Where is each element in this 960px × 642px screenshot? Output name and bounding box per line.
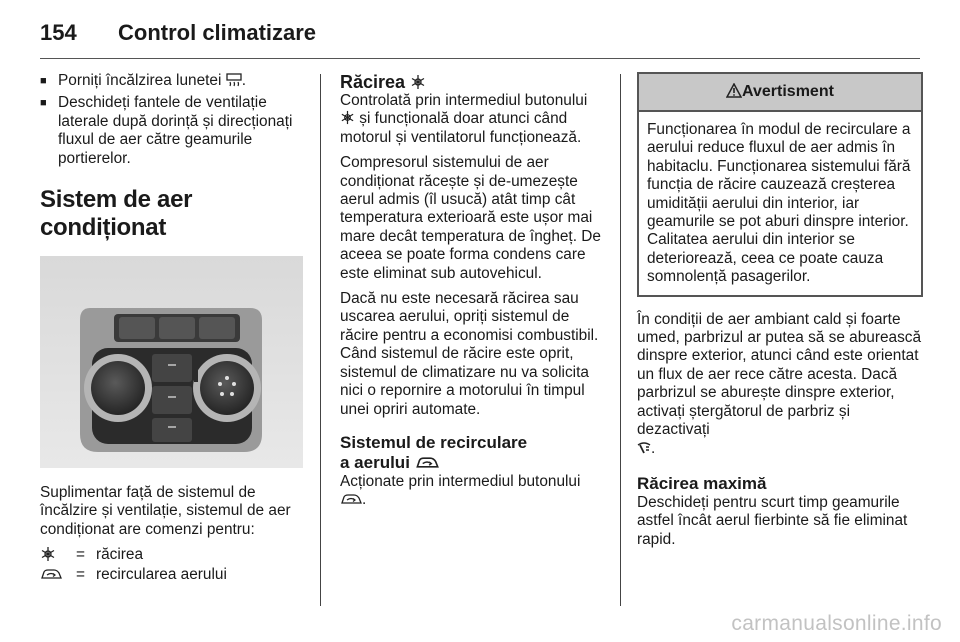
watermark: carmanualsonline.info [731,612,942,635]
warning-triangle-icon [726,83,742,98]
column-left [40,72,305,586]
header-rule [40,58,920,59]
air-recirculation-icon [415,455,439,470]
cooling-paragraph-1: Controlată prin intermediul butonului și funcțională doar atunci când motorul și ventilatorul funcționează. [340,92,588,146]
legend-row: = recircularea aerului [40,566,305,586]
column-divider [620,74,621,606]
air-recirculation-icon [40,566,62,584]
symbol-legend [40,546,305,586]
column-divider [320,74,321,606]
warning-title: Avertisment [742,83,834,100]
recirculation-paragraph: Acționate prin intermediul butonului . [340,472,581,509]
intro-paragraph: Suplimentar față de sistemul de încălzire și ventilație, sistemul de aer condiționat are comenzi pentru: [40,484,291,538]
page-number: 154 [40,20,77,45]
column-right [637,72,923,556]
cooling-paragraph-2: Compresorul sistemului de aer condiționat răcește și de-umezește aerul admis (îl usucă) atât timp cât temperatura exterioară este ușor mai mare decât temperatura de îngheț. De aceea se poate forma condens care este eliminat sub autovehicul. [340,154,601,282]
cooling-heading: Răcirea [340,72,605,92]
instruction-list [40,72,305,168]
cooling-paragraph-3: Dacă nu este necesară răcirea sau uscarea aerului, opriți sistemul de răcire pentru a economisi combustibil. Când sistemul de răcire este oprit, sistemul de climatizare nu va solicita nici o repornire a motorului în timpul unei opriri automate. [340,290,599,418]
max-cooling-paragraph: Deschideți pentru scurt timp geamurile astfel încât aerul fierbinte să fie eliminat rapid. [637,493,908,548]
section-title: Sistem de aer condiționat [40,186,193,242]
snowflake-icon [410,74,426,90]
warning-box [637,72,923,297]
air-recirculation-icon [340,492,362,506]
list-item: ■ Porniți încălzirea lunetei . [40,72,305,90]
max-cooling-heading: Răcirea maximă [637,473,767,493]
snowflake-icon [340,110,355,125]
column-middle [340,72,605,517]
chapter-title: Control climatizare [118,20,317,45]
list-item: ■ Deschideți fantele de ventilație laterale după dorință și direcționați fluxul de aer către geamurile portierelor. [40,94,305,168]
warning-header [639,74,921,112]
snowflake-icon [40,546,56,565]
humidity-paragraph: În condiții de aer ambiant cald și foarte umed, parbrizul ar putea să se aburească dinspre exterior, atunci când este orientat un flux de aer rece către acesta. Dacă parbrizul se aburește dinspre exterior, activați ștergătorul de parbriz și dezactivați . [637,310,922,457]
climate-control-panel-photo [40,256,303,468]
legend-row: = răcirea [40,546,305,566]
rear-window-heater-icon [226,73,242,87]
windshield-wiper-icon [637,441,651,455]
warning-text: Funcționarea în modul de recirculare a aerului reduce fluxul de aer admis în habitaclu. Funcționarea sistemului fără funcția de răcire cauzează creșterea umidității aerului din interior, iar geamurile se pot aburi dinspre interior. Calitatea aerului din interior se deteriorează, ceea ce poate cauza somnolență pasagerilor. [647,121,911,286]
page-header [40,16,920,56]
recirculation-heading: Sistemul de recirculare a aerului [340,432,528,472]
